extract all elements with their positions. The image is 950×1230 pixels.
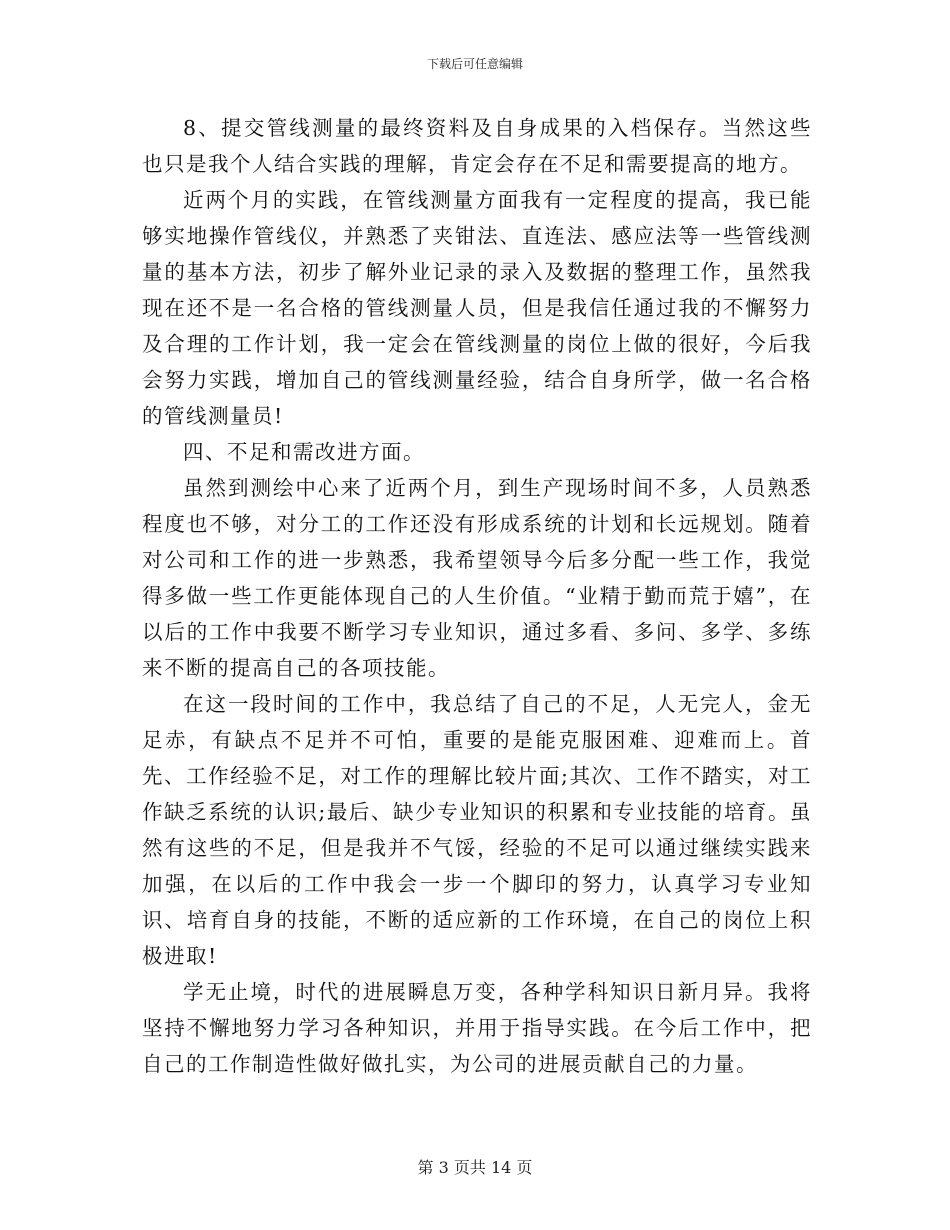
- page-number: 第 3 页共 14 页: [417, 1158, 533, 1177]
- paragraph-self-reflection: 在这一段时间的工作中，我总结了自己的不足，人无完人，金无足赤，有缺点不足并不可怕，重要的是能克服困难、迎难而上。首先、工作经验不足，对工作的理解比较片面;其次、工作不踏实，对工作缺乏系统的认识;最后、缺少专业知识的积累和专业技能的培育。虽然有这些的不足，但是我并不气馁，经验的不足可以通过继续实践来加强，在以后的工作中我会一步一个脚印的努力，认真学习专业知识、培育自身的技能，不断的适应新的工作环境，在自己的岗位上积极进取!: [142, 692, 812, 968]
- document-body: [142, 110, 812, 1082]
- paragraph-practice-summary: 近两个月的实践，在管线测量方面我有一定程度的提高，我已能够实地操作管线仪，并熟悉了夹钳法、直连法、感应法等一些管线测量的基本方法，初步了解外业记录的录入及数据的整理工作，虽然我现在还不是一名合格的管线测量人员，但是我信任通过我的不懈努力及合理的工作计划，我一定会在管线测量的岗位上做的很好，今后我会努力实践，增加自己的管线测量经验，结合自身所学，做一名合格的管线测量员!: [142, 188, 812, 428]
- paragraph-conclusion: 学无止境，时代的进展瞬息万变，各种学科知识日新月异。我将坚持不懈地努力学习各种知识，并用于指导实践。在今后工作中，把自己的工作制造性做好做扎实，为公司的进展贡献自己的力量。: [142, 980, 812, 1076]
- section-heading-shortcomings: 四、不足和需改进方面。: [183, 440, 425, 464]
- paragraph-shortcomings-intro: 虽然到测绘中心来了近两个月，到生产现场时间不多，人员熟悉程度也不够，对分工的工作还没有形成系统的计划和长远规划。随着对公司和工作的进一步熟悉，我希望领导今后多分配一些工作，我觉得多做一些工作更能体现自己的人生价值。“业精于勤而荒于嬉”，在以后的工作中我要不断学习专业知识，通过多看、多问、多学、多练来不断的提高自己的各项技能。: [142, 476, 812, 680]
- paragraph-item-8: 8、提交管线测量的最终资料及自身成果的入档保存。当然这些也只是我个人结合实践的理解，肯定会存在不足和需要提高的地方。: [142, 116, 812, 176]
- page-header: 下载后可任意编辑: [426, 57, 523, 71]
